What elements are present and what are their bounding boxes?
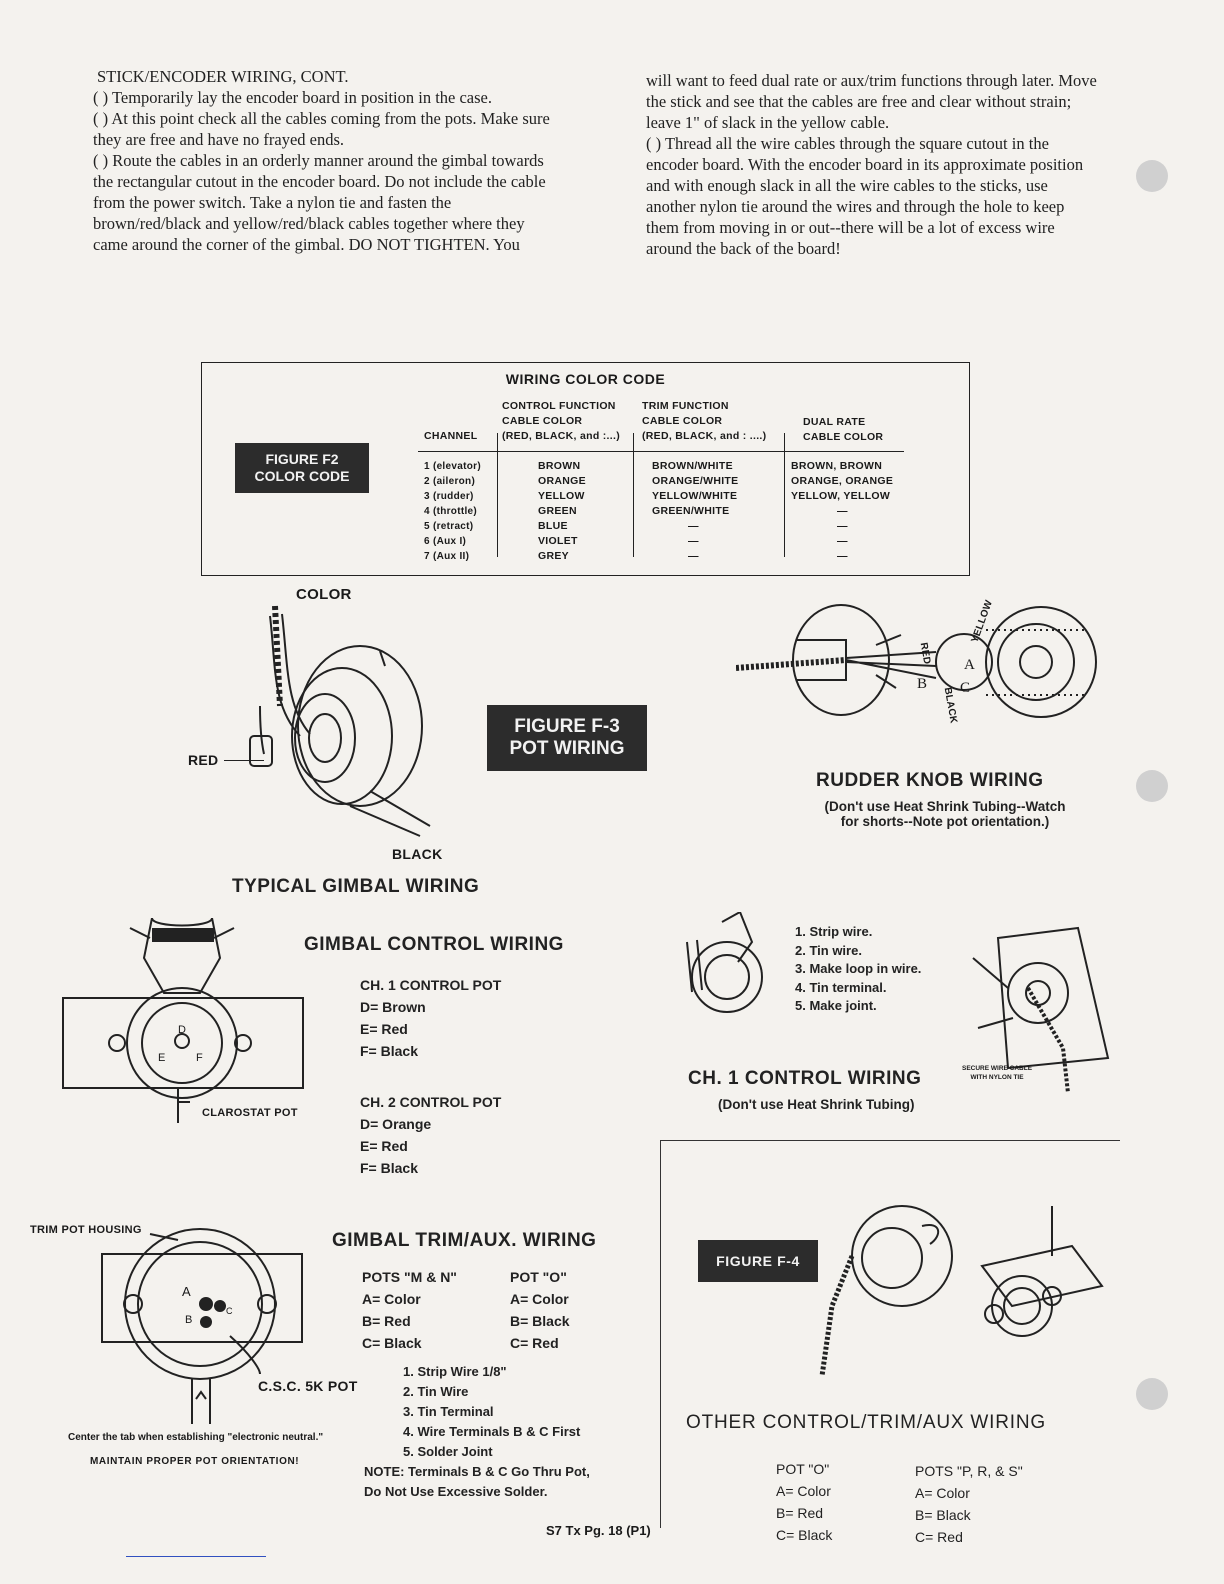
rudder-note-line1: (Don't use Heat Shrink Tubing--Watch [824, 799, 1066, 814]
secure-note-line1: SECURE WIRE CABLE [962, 1065, 1033, 1072]
table-cell: GREEN [538, 505, 577, 517]
column-control [538, 459, 586, 564]
list-item: 1. Strip Wire 1/8" [403, 1364, 507, 1379]
terminals-note [364, 1462, 590, 1502]
list-heading: POTS "M & N" [362, 1269, 457, 1285]
gimbal-pot-illustration [230, 586, 470, 866]
table-cell: — [688, 520, 699, 532]
ch2-control-pot-list [360, 1091, 501, 1179]
pin-b-label: B [185, 1314, 193, 1326]
secure-note-line2: WITH NYLON TIE [970, 1074, 1024, 1081]
table-column-rule [784, 433, 785, 557]
figure-f3-line1: FIGURE F-3 [514, 716, 620, 737]
list-item: C= Black [362, 1335, 422, 1351]
table-column-rule [497, 433, 498, 557]
figure-f4-left-rule [660, 1140, 661, 1528]
figure-f4-top-rule [660, 1140, 1120, 1141]
figure-f3-line2: POT WIRING [509, 738, 625, 759]
table-cell: — [837, 505, 848, 517]
footer-rule [126, 1556, 266, 1557]
header-trim-function [642, 399, 766, 444]
list-item: A= Color [776, 1483, 831, 1499]
table-cell: GREEN/WHITE [652, 505, 730, 517]
section-heading: STICK/ENCODER WIRING, CONT. [97, 67, 349, 86]
pots-mn-list [362, 1266, 457, 1354]
table-cell: VIOLET [538, 535, 578, 547]
other-pots-illustration [812, 1196, 1122, 1386]
table-cell: — [688, 550, 699, 562]
table-title: WIRING COLOR CODE [505, 371, 666, 387]
list-item: A= Color [362, 1291, 421, 1307]
list-item: 1. Strip wire. [795, 924, 873, 939]
list-heading: POT "O" [510, 1269, 567, 1285]
header-control-function [502, 399, 620, 444]
rudder-knob-title: RUDDER KNOB WIRING [816, 770, 1044, 791]
center-tab-note: Center the tab when establishing "electronic neutral." [68, 1432, 324, 1443]
list-heading: POTS "P, R, & S" [915, 1463, 1023, 1479]
pin-f-label: F [196, 1052, 203, 1064]
list-item: D= Brown [360, 999, 426, 1015]
typical-gimbal-caption: TYPICAL GIMBAL WIRING [232, 876, 480, 897]
header-dual-rate [803, 415, 883, 445]
table-cell: BLUE [538, 520, 568, 532]
table-cell: 1 (elevator) [424, 461, 481, 472]
table-cell: ORANGE/WHITE [652, 475, 739, 487]
table-cell: 4 (throttle) [424, 506, 478, 517]
label-red-wire: RED [188, 752, 219, 768]
table-cell: BROWN [538, 460, 581, 472]
list-item: D= Orange [360, 1116, 432, 1132]
pot-orientation-note: MAINTAIN PROPER POT ORIENTATION! [90, 1456, 300, 1467]
table-cell: ORANGE [538, 475, 586, 487]
header-control-line3: (RED, BLACK, and :...) [502, 430, 621, 442]
note-line2: Do Not Use Excessive Solder. [364, 1484, 548, 1499]
label-black-wire: BLACK [392, 846, 443, 862]
table-cell: 6 (Aux I) [424, 536, 467, 547]
figure-f2-badge [235, 443, 369, 493]
table-cell: YELLOW [538, 490, 585, 502]
header-control-line2: CABLE COLOR [502, 415, 583, 427]
list-item: 4. Tin terminal. [795, 979, 887, 995]
other-pot-o-list [776, 1458, 832, 1546]
pin-c-label: C [226, 1306, 233, 1316]
list-item: F= Black [360, 1160, 418, 1176]
figure-f4-badge: FIGURE F-4 [698, 1240, 818, 1282]
leader-line [224, 760, 264, 761]
csc-pot-label: C.S.C. 5K POT [258, 1378, 358, 1394]
list-item: F= Black [360, 1043, 418, 1059]
secure-cable-note [962, 1064, 1032, 1082]
list-item: B= Red [776, 1505, 824, 1521]
ch1-control-pot-list [360, 974, 501, 1062]
intro-right-column [646, 70, 1098, 259]
table-cell: GREY [538, 550, 569, 562]
table-cell: — [837, 520, 848, 532]
pin-a-label: A [182, 1284, 191, 1299]
pot-o-list [510, 1266, 570, 1354]
table-cell: 3 (rudder) [424, 491, 474, 502]
list-heading: CH. 2 CONTROL POT [360, 1094, 502, 1110]
trim-steps-list [403, 1362, 580, 1462]
gimbal-trim-aux-title: GIMBAL TRIM/AUX. WIRING [332, 1230, 597, 1251]
list-item: A= Color [510, 1291, 569, 1307]
list-item: 2. Tin Wire [403, 1384, 469, 1399]
table-cell: ORANGE, ORANGE [791, 475, 894, 487]
list-item: B= Red [362, 1313, 411, 1329]
trim-pot-housing-label: TRIM POT HOUSING [30, 1224, 142, 1236]
pin-d-label: D [178, 1024, 186, 1036]
list-item: C= Black [776, 1527, 833, 1543]
note-line1: NOTE: Terminals B & C Go Thru Pot, [364, 1464, 590, 1479]
binder-hole [1136, 1378, 1168, 1410]
table-cell: 7 (Aux II) [424, 551, 470, 562]
table-header-rule [418, 451, 904, 452]
terminal-b-label: B [917, 676, 928, 692]
paragraph-temporarily-lay: ( ) Temporarily lay the encoder board in position in the case. [93, 88, 492, 107]
list-item: C= Red [510, 1335, 559, 1351]
gimbal-control-title: GIMBAL CONTROL WIRING [304, 934, 564, 955]
trim-pot-illustration [100, 1224, 310, 1434]
table-cell: — [837, 550, 848, 562]
list-item: 2. Tin wire. [795, 942, 862, 958]
list-item: C= Red [915, 1529, 963, 1545]
table-cell: 5 (retract) [424, 521, 474, 532]
column-channel [424, 459, 481, 564]
header-trim-line2: CABLE COLOR [642, 415, 723, 427]
list-item: 5. Make joint. [795, 998, 877, 1013]
solder-joint-illustration [682, 912, 782, 1022]
figure-f2-line1: FIGURE F2 [265, 451, 339, 467]
list-item: 4. Wire Terminals B & C First [403, 1424, 581, 1439]
list-heading: CH. 1 CONTROL POT [360, 977, 502, 993]
other-wiring-title: OTHER CONTROL/TRIM/AUX WIRING [686, 1412, 1046, 1433]
table-cell: YELLOW/WHITE [652, 490, 738, 502]
table-cell: YELLOW, YELLOW [791, 490, 891, 502]
table-column-rule [633, 433, 634, 557]
intro-left-column [93, 66, 551, 255]
header-trim-line3: (RED, BLACK, and : ....) [642, 430, 767, 442]
table-cell: 2 (aileron) [424, 476, 476, 487]
clarostat-pot-illustration [60, 918, 310, 1128]
list-item: A= Color [915, 1485, 970, 1501]
label-red-wire-rudder: RED [917, 641, 933, 666]
ch1-control-wiring-note: (Don't use Heat Shrink Tubing) [718, 1097, 915, 1112]
label-color-wire: COLOR [296, 586, 352, 603]
column-trim [652, 459, 738, 564]
list-item: 5. Solder Joint [403, 1444, 493, 1459]
table-cell: — [688, 535, 699, 547]
list-item: E= Red [360, 1138, 408, 1154]
binder-hole [1136, 160, 1168, 192]
pin-e-label: E [158, 1052, 166, 1064]
header-trim-line1: TRIM FUNCTION [642, 400, 729, 412]
figure-f2-line2: COLOR CODE [254, 468, 350, 484]
ch1-steps-list [795, 923, 921, 1016]
label-yellow-wire: YELLOW [969, 598, 996, 645]
list-item: 3. Tin Terminal [403, 1404, 494, 1419]
clarostat-pot-label: CLAROSTAT POT [202, 1107, 298, 1119]
paragraph-feed-dual-rate: will want to feed dual rate or aux/trim functions through later. Move the stick and see that the cables are free and clear without strain; leave 1" of slack in the yellow cable. [646, 71, 1097, 132]
other-pots-prs-list [915, 1460, 1023, 1548]
rudder-note-line2: for shorts--Note pot orientation.) [840, 814, 1050, 829]
wiring-color-table [201, 362, 970, 576]
list-heading: POT "O" [776, 1461, 830, 1477]
paragraph-thread-cables: ( ) Thread all the wire cables through the square cutout in the encoder board. With the encoder board in its approximate position and with enough slack in all the wire cables to the sticks, use another nylon tie around the wires and through the hole to keep them from moving in or out--there will be a lot of excess wire around the back of the board! [646, 134, 1084, 258]
header-channel: CHANNEL [424, 430, 478, 442]
header-control-line1: CONTROL FUNCTION [502, 400, 616, 412]
page-number: S7 Tx Pg. 18 (P1) [546, 1523, 651, 1538]
binder-hole [1136, 770, 1168, 802]
paragraph-check-cables: ( ) At this point check all the cables coming from the pots. Make sure they are free and have no frayed ends. [93, 109, 550, 149]
list-item: E= Red [360, 1021, 408, 1037]
column-dual-rate [791, 459, 893, 564]
header-dual-line2: CABLE COLOR [803, 431, 884, 443]
header-dual-line1: DUAL RATE [803, 416, 866, 428]
terminal-a-label: A [964, 657, 975, 673]
ch1-control-wiring-title: CH. 1 CONTROL WIRING [688, 1068, 922, 1089]
list-item: B= Black [915, 1507, 971, 1523]
label-black-wire-rudder: BLACK [941, 686, 959, 725]
list-item: B= Black [510, 1313, 570, 1329]
figure-f3-badge [487, 705, 647, 771]
table-cell: BROWN/WHITE [652, 460, 733, 472]
list-item: 3. Make loop in wire. [795, 961, 922, 976]
table-cell: — [837, 535, 848, 547]
paragraph-route-cables: ( ) Route the cables in an orderly manner around the gimbal towards the rectangular cutout in the encoder board. Do not include the cable from the power switch. Take a nylon tie and fasten the brown/red/black and yellow/red/black cables together where they came around the corner of the gimbal. DO NOT TIGHTEN. You [93, 151, 546, 254]
table-cell: BROWN, BROWN [791, 460, 883, 472]
rudder-knob-note [800, 799, 1090, 829]
terminal-c-label: C [960, 680, 971, 696]
